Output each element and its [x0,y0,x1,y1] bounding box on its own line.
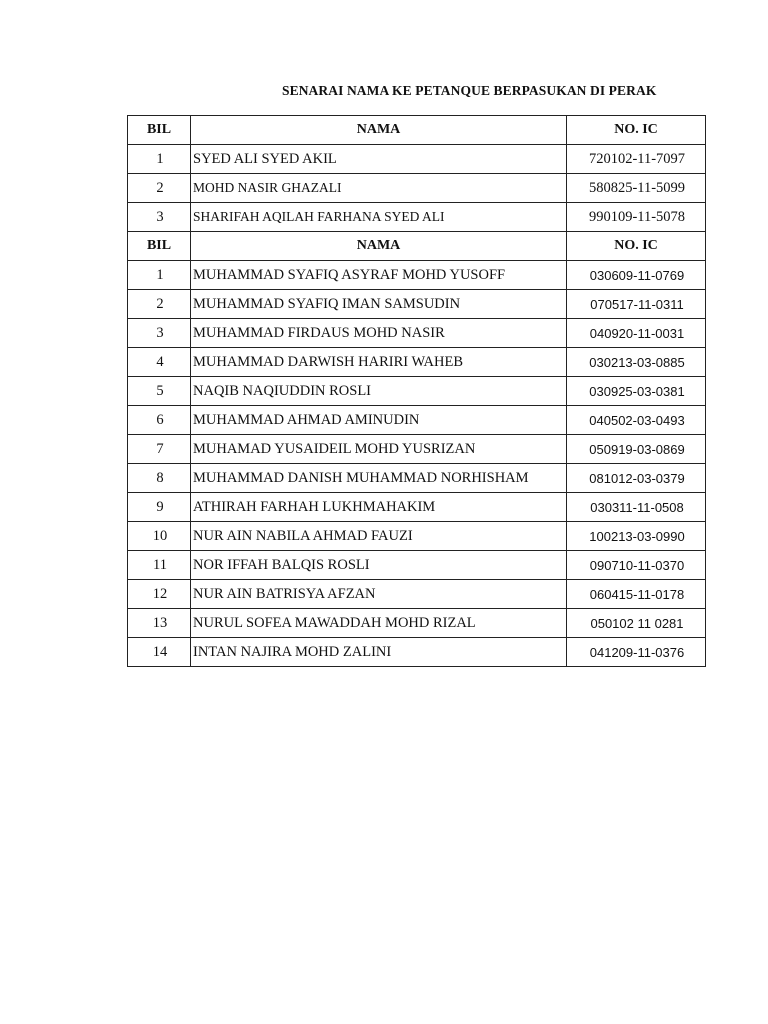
cell-nama: MUHAMMAD SYAFIQ ASYRAF MOHD YUSOFF [191,261,567,290]
cell-bil: 1 [128,145,191,174]
table-row [128,638,706,667]
cell-bil: 10 [128,522,191,551]
players-section [128,232,706,667]
cell-bil: 4 [128,348,191,377]
cell-ic: 040920-11-0031 [567,319,706,348]
column-header-bil: BIL [128,116,191,145]
table-row [128,493,706,522]
cell-nama: NUR AIN BATRISYA AFZAN [191,580,567,609]
table-row [128,580,706,609]
cell-nama: NUR AIN NABILA AHMAD FAUZI [191,522,567,551]
cell-bil: 7 [128,435,191,464]
cell-nama: SHARIFAH AQILAH FARHANA SYED ALI [191,203,567,232]
table-header-row [128,232,706,261]
table-row [128,609,706,638]
cell-ic: 580825-11-5099 [567,174,706,203]
cell-ic: 030609-11-0769 [567,261,706,290]
table-row [128,290,706,319]
table-row [128,203,706,232]
cell-ic: 030311-11-0508 [567,493,706,522]
table-row [128,174,706,203]
cell-nama: MOHD NASIR GHAZALI [191,174,567,203]
cell-ic: 720102-11-7097 [567,145,706,174]
table-row [128,464,706,493]
table-row [128,319,706,348]
cell-ic: 050919-03-0869 [567,435,706,464]
cell-bil: 11 [128,551,191,580]
cell-nama: NURUL SOFEA MAWADDAH MOHD RIZAL [191,609,567,638]
column-header-nama: NAMA [191,116,567,145]
cell-ic: 030925-03-0381 [567,377,706,406]
table-row [128,406,706,435]
table-row [128,551,706,580]
table-row [128,348,706,377]
table-row [128,377,706,406]
cell-ic: 060415-11-0178 [567,580,706,609]
cell-bil: 2 [128,290,191,319]
page-title: SENARAI NAMA KE PETANQUE BERPASUKAN DI PERAK [282,83,657,98]
table-row [128,145,706,174]
cell-ic: 090710-11-0370 [567,551,706,580]
table-row [128,522,706,551]
cell-nama: MUHAMAD YUSAIDEIL MOHD YUSRIZAN [191,435,567,464]
cell-bil: 8 [128,464,191,493]
cell-bil: 1 [128,261,191,290]
cell-ic: 990109-11-5078 [567,203,706,232]
cell-nama: MUHAMMAD FIRDAUS MOHD NASIR [191,319,567,348]
cell-bil: 2 [128,174,191,203]
column-header-nama: NAMA [191,232,567,261]
cell-nama: MUHAMMAD DANISH MUHAMMAD NORHISHAM [191,464,567,493]
cell-nama: NOR IFFAH BALQIS ROSLI [191,551,567,580]
column-header-ic: NO. IC [567,232,706,261]
column-header-bil: BIL [128,232,191,261]
table-header-row [128,116,706,145]
table-row [128,261,706,290]
table-row [128,435,706,464]
cell-bil: 14 [128,638,191,667]
cell-ic: 040502-03-0493 [567,406,706,435]
cell-nama: NAQIB NAQIUDDIN ROSLI [191,377,567,406]
cell-ic: 070517-11-0311 [567,290,706,319]
cell-ic: 081012-03-0379 [567,464,706,493]
cell-nama: MUHAMMAD DARWISH HARIRI WAHEB [191,348,567,377]
cell-nama: ATHIRAH FARHAH LUKHMAHAKIM [191,493,567,522]
officials-section [128,116,706,232]
cell-bil: 3 [128,203,191,232]
cell-bil: 5 [128,377,191,406]
roster-table [127,115,706,667]
cell-ic: 050102 11 0281 [567,609,706,638]
column-header-ic: NO. IC [567,116,706,145]
cell-nama: SYED ALI SYED AKIL [191,145,567,174]
cell-bil: 13 [128,609,191,638]
cell-ic: 030213-03-0885 [567,348,706,377]
cell-bil: 3 [128,319,191,348]
cell-bil: 12 [128,580,191,609]
cell-nama: MUHAMMAD AHMAD AMINUDIN [191,406,567,435]
cell-bil: 6 [128,406,191,435]
cell-bil: 9 [128,493,191,522]
cell-nama: INTAN NAJIRA MOHD ZALINI [191,638,567,667]
cell-ic: 041209-11-0376 [567,638,706,667]
cell-ic: 100213-03-0990 [567,522,706,551]
cell-nama: MUHAMMAD SYAFIQ IMAN SAMSUDIN [191,290,567,319]
